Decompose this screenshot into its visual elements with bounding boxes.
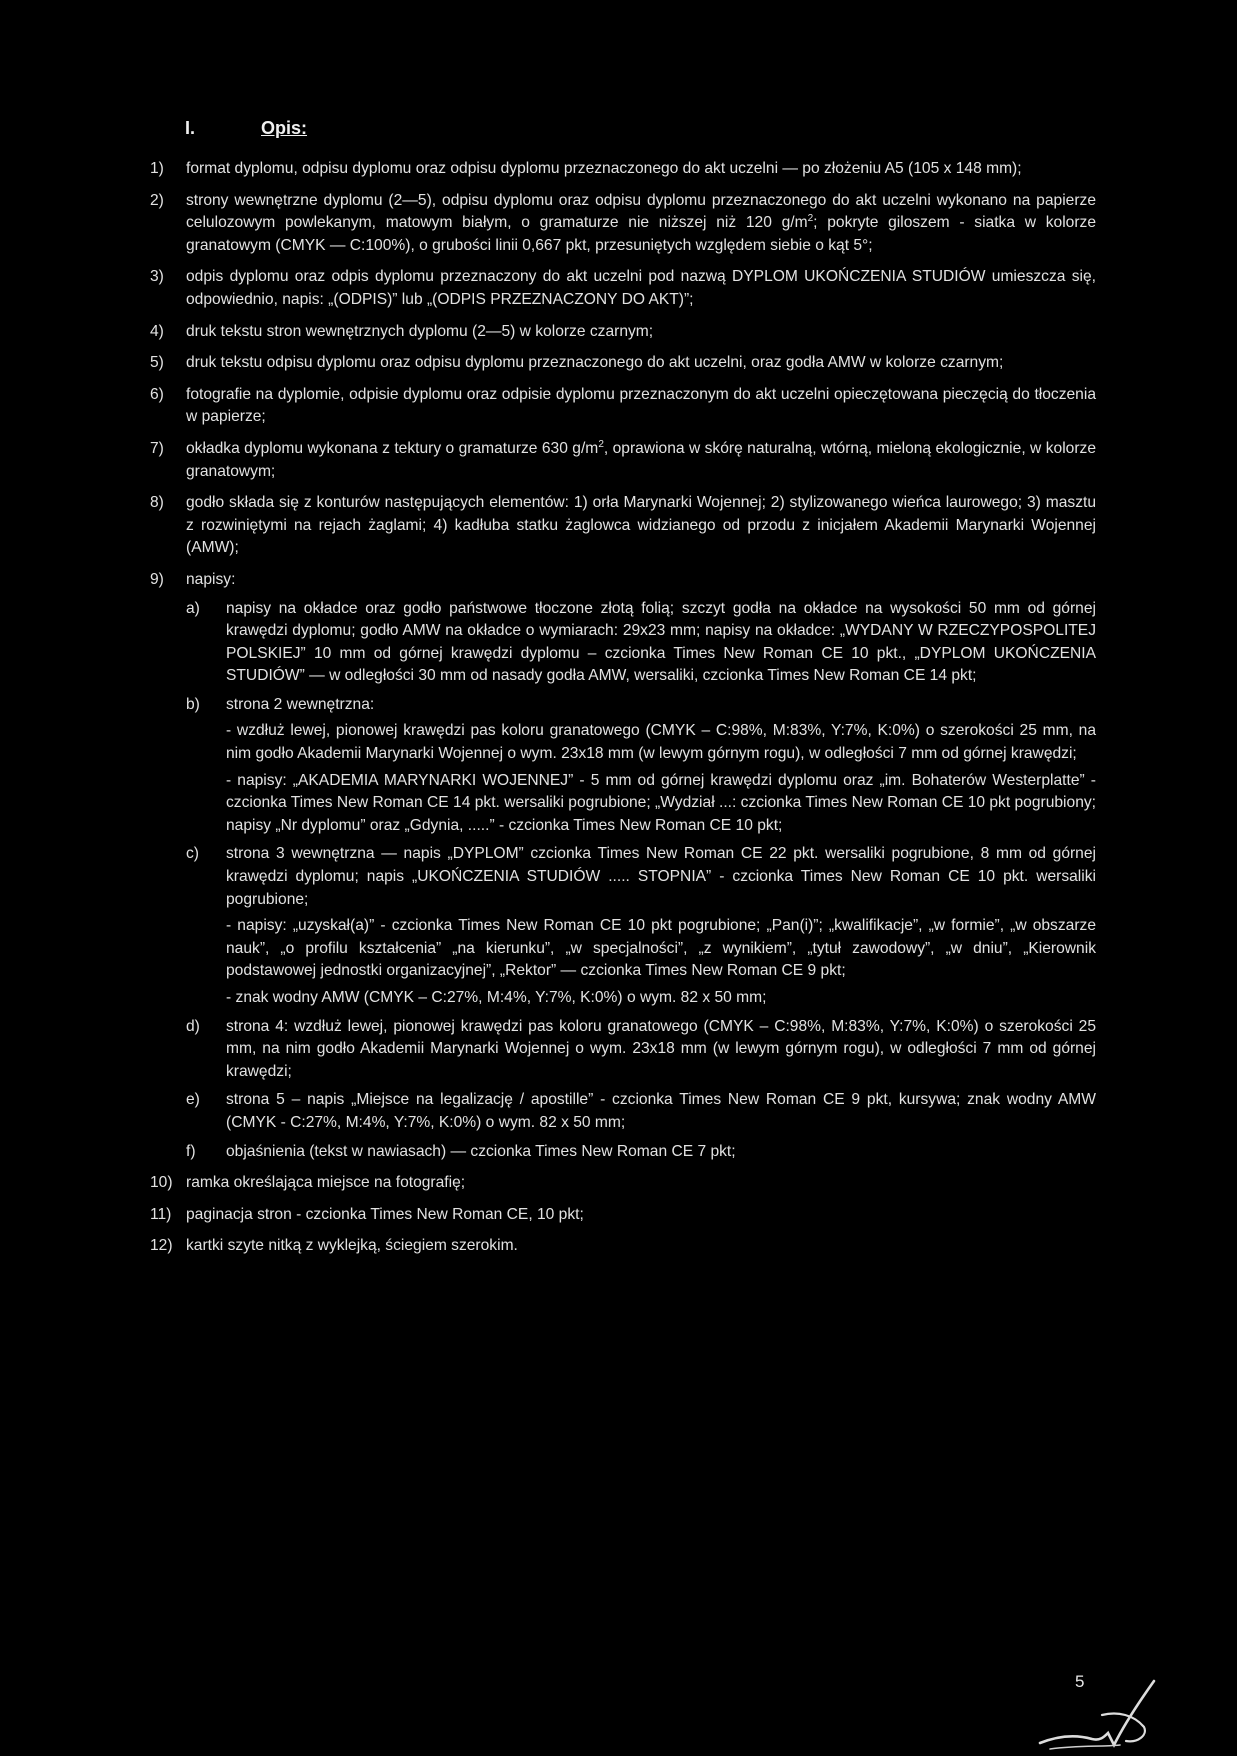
page-number: 5 bbox=[1075, 1672, 1085, 1691]
subitem-text bbox=[226, 1089, 1096, 1134]
list-item-5 bbox=[150, 352, 1096, 375]
list-item-1 bbox=[150, 158, 1096, 181]
item-text bbox=[186, 438, 1096, 483]
subitem-paragraph: - znak wodny AMW (CMYK – C:27%, M:4%, Y:7%, K:0%) o wym. 82 x 50 mm; bbox=[226, 989, 767, 1006]
item-number: 3) bbox=[150, 268, 164, 286]
list-item-3 bbox=[150, 266, 1096, 311]
subitem-text bbox=[226, 598, 1096, 688]
subitem-paragraph: strona 5 – napis „Miejsce na legalizację / apostille” - czcionka Times New Roman CE 9 pkt, kursywa; znak wodny AMW (CMYK - C:27%, M:4%, Y:7%, K:0%) o wym. 82 x 50 mm; bbox=[226, 1091, 1096, 1131]
list-item-10 bbox=[150, 1172, 1096, 1195]
item-text bbox=[186, 190, 1096, 258]
subitem-text bbox=[226, 843, 1096, 1009]
item-number: 11) bbox=[150, 1205, 172, 1223]
subitem-label: e) bbox=[186, 1091, 200, 1109]
subitem-label: d) bbox=[186, 1017, 200, 1035]
section-heading bbox=[185, 118, 307, 139]
list-item-12 bbox=[150, 1235, 1096, 1258]
subitem-paragraph: strona 2 wewnętrzna: bbox=[226, 695, 375, 713]
section-number: I. bbox=[185, 118, 196, 138]
item-text-part: strony wewnętrzne dyplomu (2—5), odpisu dyplomu oraz odpisu dyplomu przeznaczonego do akt uczelni wykonano na papierze celulozowym powlekanym, matowym białym, o gramaturze nie niższej niż 120 g/m bbox=[186, 191, 1096, 232]
signature-icon bbox=[1030, 1675, 1200, 1751]
item-text-part: , oprawiona w skórę naturalną, wtórną, mieloną ekologicznie, w kolorze granatowym; bbox=[186, 439, 1096, 480]
subitem-label: c) bbox=[186, 845, 199, 863]
item-number: 6) bbox=[150, 385, 164, 403]
document-body bbox=[150, 158, 1096, 1267]
list-item-8 bbox=[150, 492, 1096, 560]
subitem-text bbox=[226, 1141, 1096, 1164]
subitem-a bbox=[186, 598, 1096, 688]
subitem-d bbox=[186, 1016, 1096, 1084]
item-number: 5) bbox=[150, 354, 164, 372]
subitem-b bbox=[186, 694, 1096, 838]
item-number: 7) bbox=[150, 439, 164, 457]
item-number: 1) bbox=[150, 160, 164, 177]
subitem-paragraph: - napisy: „AKADEMIA MARYNARKI WOJENNEJ” - 5 mm od górnej krawędzi dyplomu oraz „im. Bohaterów Westerplatte” - czcionka Times New Roman CE 14 pkt. wersaliki pogrubione; „Wydział ...: czcionka Times New Roman CE 10 pkt pogrubiony; napisy „Nr dyplomu” oraz „Gdynia, .....” - czcionka Times New Roman CE 10 pkt; bbox=[226, 771, 1096, 834]
item-number: 9) bbox=[150, 570, 164, 588]
list-item-9 bbox=[150, 569, 1096, 1163]
section-title: Opis: bbox=[261, 118, 308, 138]
superscript: 2 bbox=[807, 213, 814, 224]
subitem-paragraph: - napisy: „uzyskał(a)” - czcionka Times New Roman CE 10 pkt pogrubione; „Pan(i)”; „kwalifikacje”, „w formie”, „w obszarze nauk”, „o profilu kształcenia” „na kierunku”, „w specjalności”, „z wynikiem”, „tytuł zawodowy”, „w dniu”, „Kierownik podstawowej jednostki organizacyjnej”, „Rektor” — czcionka Times New Roman CE 9 pkt; bbox=[226, 917, 1096, 980]
subitem-e bbox=[186, 1089, 1096, 1134]
subitem-label: a) bbox=[186, 599, 200, 617]
list-item-2 bbox=[150, 190, 1096, 258]
item-text bbox=[186, 569, 1096, 1163]
subitem-label: f) bbox=[186, 1142, 196, 1160]
subitem-paragraph: objaśnienia (tekst w nawiasach) — czcionka Times New Roman CE 7 pkt; bbox=[226, 1142, 736, 1160]
list-item-4 bbox=[150, 321, 1096, 344]
subitem-paragraph: strona 4: wzdłuż lewej, pionowej krawędzi pas koloru granatowego (CMYK – C:98%, M:83%, Y:7%, K:0%) o szerokości 25 mm, na nim godło Akademii Marynarki Wojennej o wym. 23x18 mm (w lewym górnym rogu), w odległości 7 mm od górnej krawędzi; bbox=[226, 1017, 1096, 1080]
item-text: fotografie na dyplomie, odpisie dyplomu oraz odpisie dyplomu przeznaczonym do akt uczelni opieczętowana pieczęcią do tłoczenia w papierze; bbox=[186, 385, 1096, 426]
item-text: odpis dyplomu oraz odpis dyplomu przeznaczony do akt uczelni pod nazwą DYPLOM UKOŃCZENIA STUDIÓW umieszcza się, odpowiednio, napis: „(ODPIS)” lub „(ODPIS PRZEZNACZONY DO AKT)”; bbox=[186, 268, 1096, 308]
item-number: 12) bbox=[150, 1237, 173, 1255]
subitem-label: b) bbox=[186, 695, 200, 713]
item-text: kartki szyte nitką z wyklejką, ściegiem szerokim. bbox=[186, 1237, 518, 1255]
item-text-lead: napisy: bbox=[186, 570, 236, 588]
list-item-7 bbox=[150, 438, 1096, 483]
item-text-part: okładka dyplomu wykonana z tektury o gramaturze 630 g/m bbox=[186, 439, 599, 457]
subitem-paragraph: - wzdłuż lewej, pionowej krawędzi pas koloru granatowego (CMYK – C:98%, M:83%, Y:7%, K:0%) o szerokości 25 mm, na nim godło Akademii Marynarki Wojennej o wym. 23x18 mm (w lewym górnym rogu), w odległości 7 mm od górnej krawędzi; bbox=[226, 722, 1096, 763]
item-text: druk tekstu stron wewnętrznych dyplomu (2—5) w kolorze czarnym; bbox=[186, 322, 654, 340]
subitem-paragraph: strona 3 wewnętrzna — napis „DYPLOM” czcionka Times New Roman CE 22 pkt. wersaliki pogrubione, 8 mm od górnej krawędzi dyplomu; napis „UKOŃCZENIA STUDIÓW ..... STOPNIA” - czcionka Times New Roman CE 10 pkt. wersaliki pogrubione; bbox=[226, 845, 1096, 908]
item-text: ramka określająca miejsce na fotografię; bbox=[186, 1174, 466, 1192]
subitem-f bbox=[186, 1141, 1096, 1164]
subitem-paragraph: napisy na okładce oraz godło państwowe tłoczone złotą folią; szczyt godła na okładce na wysokości 50 mm od górnej krawędzi dyplomu; godło AMW na okładce o wymiarach: 29x23 mm; napisy na okładce: „WYDANY W RZECZYPOSPOLITEJ POLSKIEJ” 10 mm od górnej krawędzi dyplomu – czcionka Times New Roman CE 10 pkt., „DYPLOM UKOŃCZENIA STUDIÓW” — w odległości 30 mm od nasady godła AMW, wersaliki, czcionka Times New Roman CE 14 pkt; bbox=[226, 599, 1096, 685]
item-text-part: ; pokryte giloszem - siatka w kolorze granatowym (CMYK — C:100%), o grubości linii 0,667 pkt, przesuniętych względem siebie o kąt 5°; bbox=[186, 214, 1096, 254]
item-number: 2) bbox=[150, 191, 164, 209]
item-text: paginacja stron - czcionka Times New Roman CE, 10 pkt; bbox=[186, 1205, 584, 1223]
item-number: 10) bbox=[150, 1174, 173, 1192]
subitem-text bbox=[226, 694, 1096, 838]
subitem-c bbox=[186, 843, 1096, 1009]
list-item-11 bbox=[150, 1204, 1096, 1227]
superscript: 2 bbox=[598, 438, 604, 450]
item-text: godło składa się z konturów następujących elementów: 1) orła Marynarki Wojennej; 2) stylizowanego wieńca laurowego; 3) masztu z rozwiniętymi na rejach żaglami; 4) kadłuba statku żaglowca widzianego od przodu z inicjałem Akademii Marynarki Wojennej (AMW); bbox=[186, 494, 1096, 557]
item-number: 4) bbox=[150, 322, 164, 340]
list-item-6 bbox=[150, 384, 1096, 429]
item-number: 8) bbox=[150, 494, 164, 512]
item-text: format dyplomu, odpisu dyplomu oraz odpisu dyplomu przeznaczonego do akt uczelni — po złożeniu A5 (105 x 148 mm); bbox=[186, 160, 1022, 177]
subitem-text bbox=[226, 1016, 1096, 1084]
item-text: druk tekstu odpisu dyplomu oraz odpisu dyplomu przeznaczonego do akt uczelni, oraz godła AMW w kolorze czarnym; bbox=[186, 354, 1004, 372]
